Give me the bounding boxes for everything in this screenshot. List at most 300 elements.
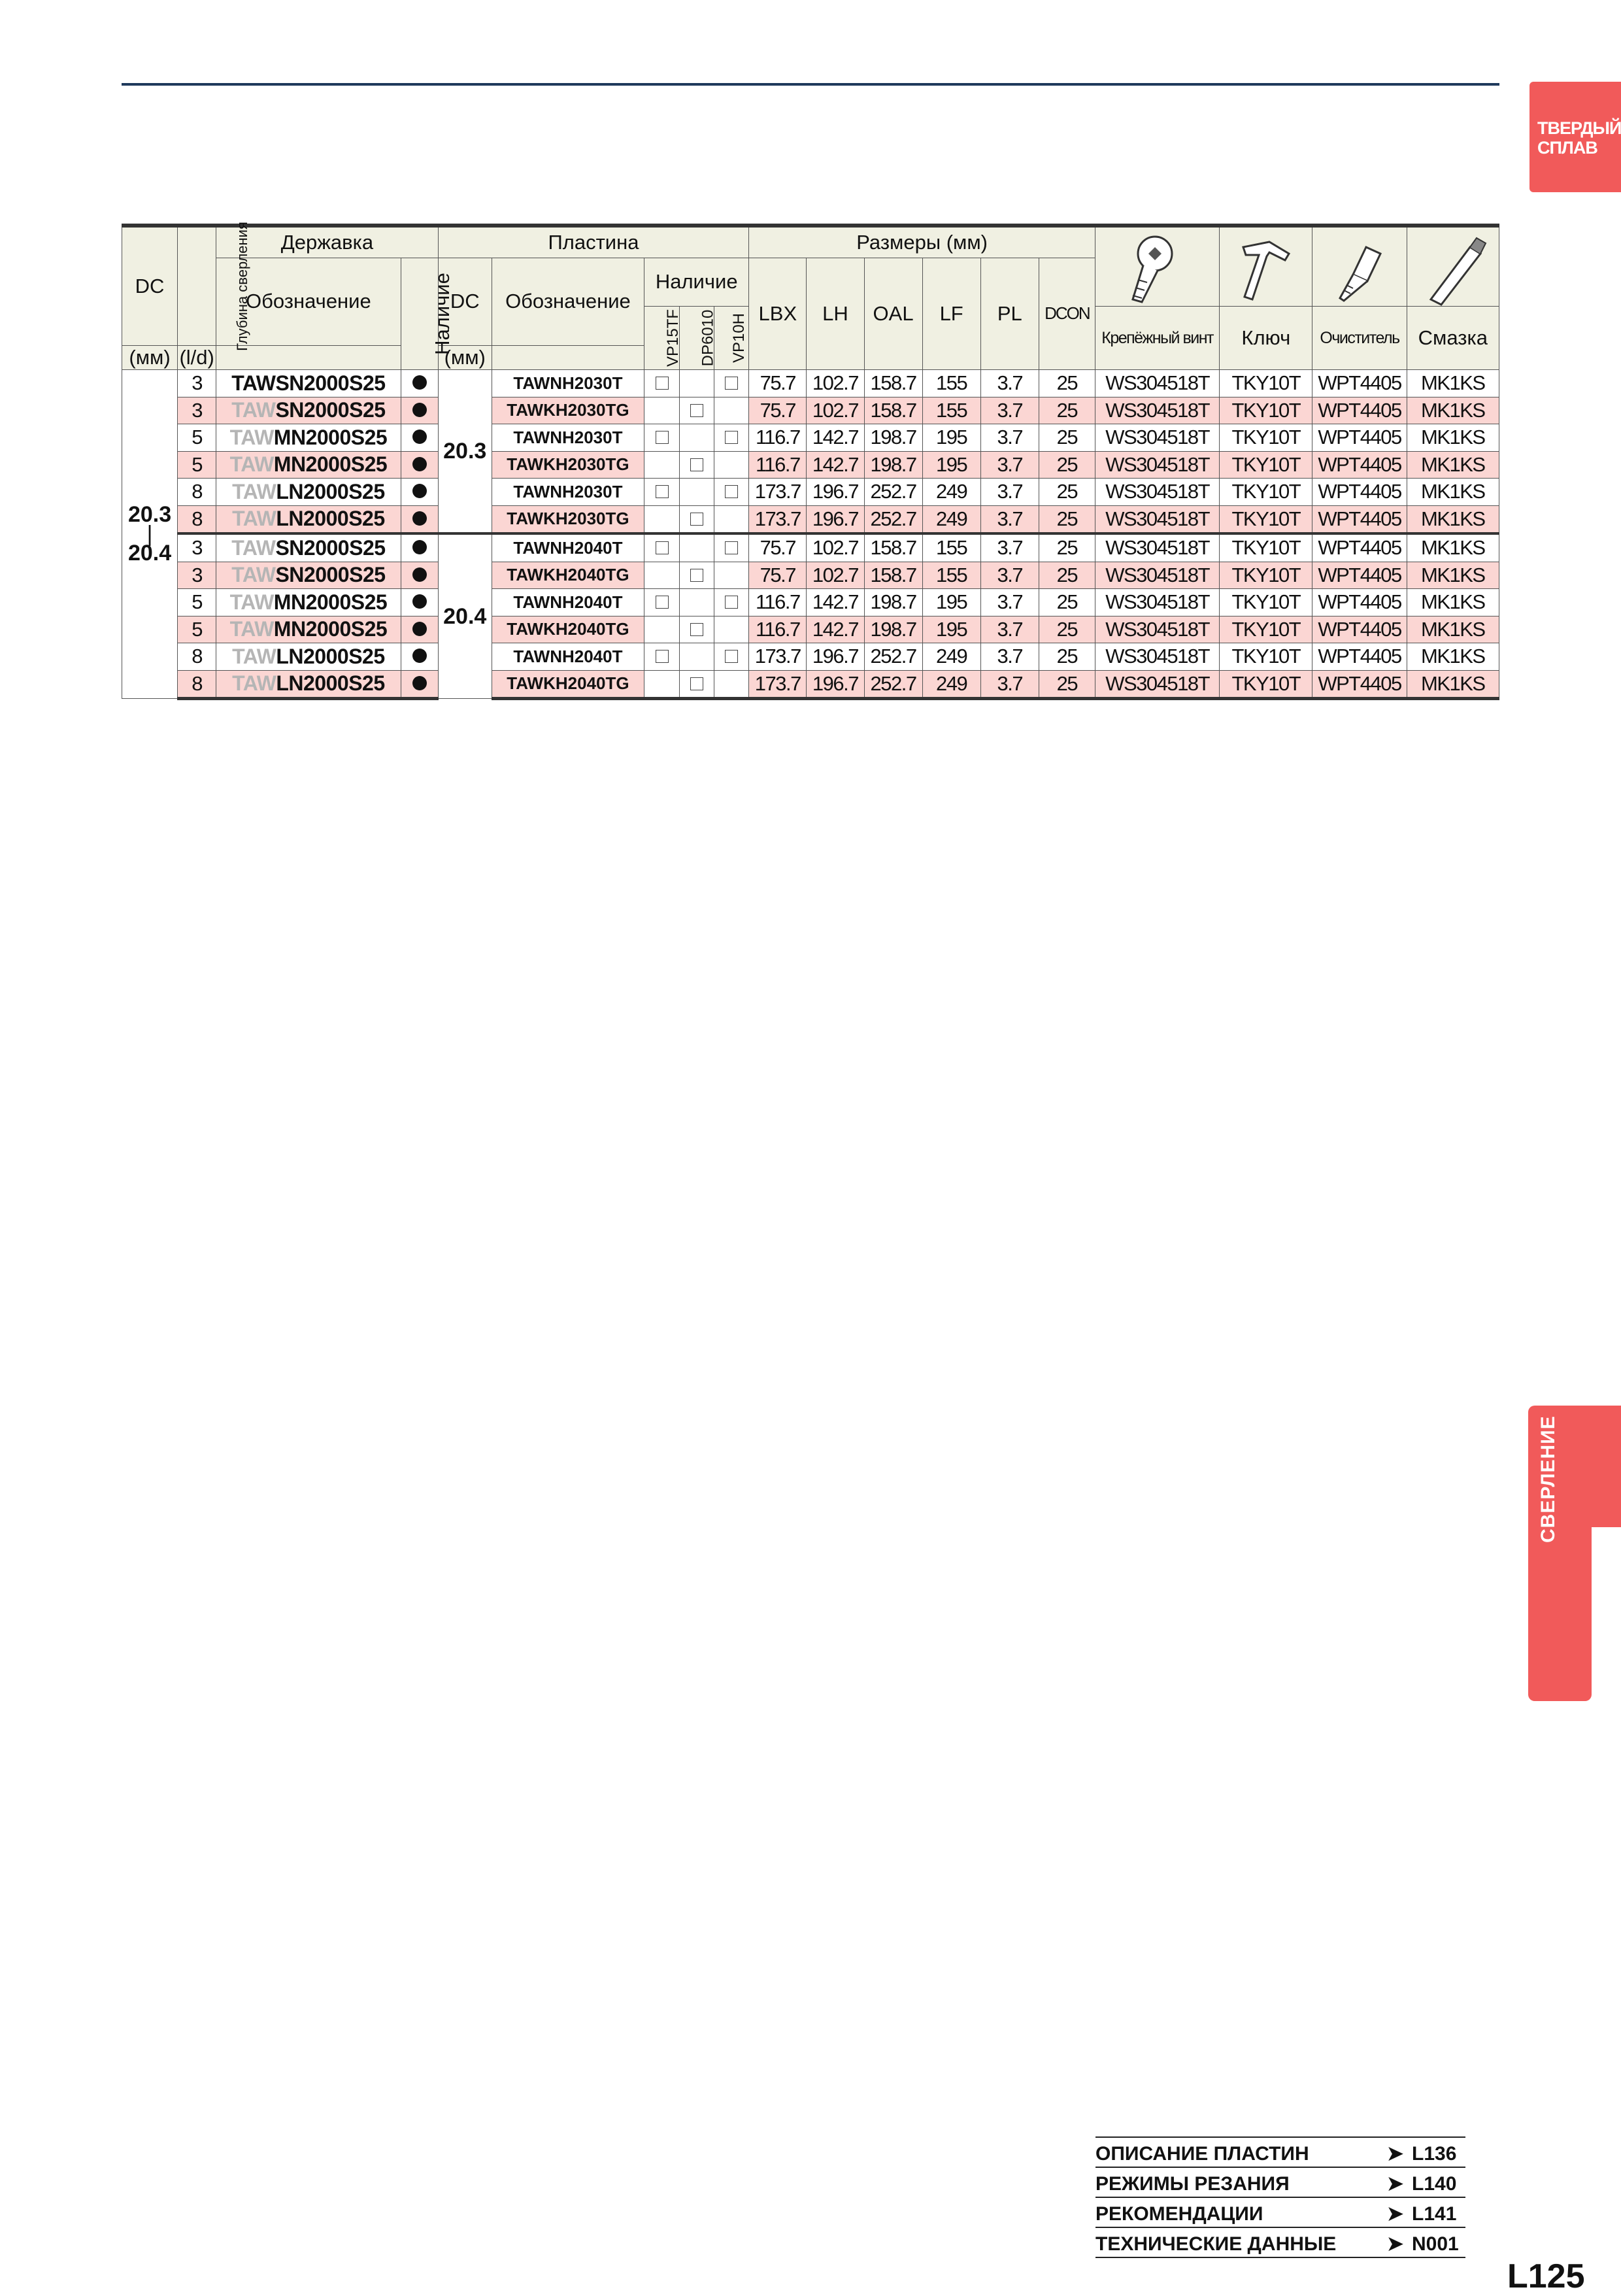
lubricant-icon <box>1407 226 1499 307</box>
dc-unit-header: (мм) <box>122 346 178 370</box>
key-part[interactable]: TKY10T <box>1220 533 1312 562</box>
grade-stock-vp10h <box>714 589 749 616</box>
holder-stock <box>401 424 438 452</box>
grade-stock-vp15tf <box>644 370 680 397</box>
holder-code[interactable]: TAWMN2000S25 <box>216 451 401 479</box>
screw-part[interactable]: WS304518T <box>1095 533 1220 562</box>
stock-square <box>725 650 738 663</box>
holder-stock <box>401 451 438 479</box>
reference-link[interactable] <box>1095 2228 1465 2258</box>
cleaner-part[interactable]: WPT4405 <box>1312 533 1407 562</box>
holder-stock <box>401 562 438 589</box>
arrow-icon: ➤ <box>1387 2233 1404 2255</box>
stock-square <box>656 431 669 444</box>
insert-dc-header: DC <box>438 258 492 346</box>
cleaner-header: Очиститель <box>1312 307 1407 370</box>
grade-stock-vp10h <box>714 505 749 533</box>
dim-lbx: 116.7 <box>749 451 807 479</box>
screw-part[interactable]: WS304518T <box>1095 424 1220 452</box>
lubricant-part[interactable]: MK1KS <box>1407 451 1499 479</box>
holder-code[interactable]: TAWSN2000S25 <box>216 370 401 397</box>
grade-stock-vp15tf <box>644 589 680 616</box>
category-tab-label-1: ТВЕРДЫЙ <box>1537 118 1621 138</box>
grade-stock-vp15tf <box>644 533 680 562</box>
insert-code[interactable]: TAWKH2030TG <box>492 397 644 424</box>
in-stock-dot <box>412 430 427 444</box>
dim-dcon: 25 <box>1039 562 1095 589</box>
grade-stock-vp10h <box>714 616 749 643</box>
holder-code[interactable]: TAWSN2000S25 <box>216 562 401 589</box>
dc-header: DC <box>122 226 178 346</box>
depth-ld: 5 <box>178 589 216 616</box>
dim-lf: 195 <box>922 589 980 616</box>
holder-stock-header: Наличие <box>401 258 438 370</box>
screw-part[interactable]: WS304518T <box>1095 589 1220 616</box>
reference-link[interactable] <box>1095 2168 1465 2198</box>
holder-code[interactable]: TAWSN2000S25 <box>216 397 401 424</box>
dim-pl: 3.7 <box>980 589 1039 616</box>
stock-square <box>690 623 703 636</box>
arrow-icon: ➤ <box>1387 2143 1404 2165</box>
cleaner-part[interactable]: WPT4405 <box>1312 451 1407 479</box>
dim-dcon: 25 <box>1039 397 1095 424</box>
cleaner-part[interactable]: WPT4405 <box>1312 643 1407 671</box>
insert-code[interactable]: TAWNH2040T <box>492 643 644 671</box>
depth-ld: 8 <box>178 643 216 671</box>
stock-square <box>725 541 738 554</box>
stock-square <box>725 431 738 444</box>
dim-dcon: 25 <box>1039 451 1095 479</box>
dim-lbx: 75.7 <box>749 562 807 589</box>
stock-square <box>656 377 669 390</box>
key-header: Ключ <box>1220 307 1312 370</box>
insert-code[interactable]: TAWKH2040TG <box>492 616 644 643</box>
cleaner-part[interactable]: WPT4405 <box>1312 589 1407 616</box>
cleaner-part[interactable]: WPT4405 <box>1312 424 1407 452</box>
depth-ld: 3 <box>178 562 216 589</box>
lubricant-part[interactable]: MK1KS <box>1407 479 1499 506</box>
dim-dcon: 25 <box>1039 589 1095 616</box>
grade-stock-dp6010 <box>680 670 714 699</box>
dim-lbx: 173.7 <box>749 670 807 699</box>
depth-ld: 3 <box>178 533 216 562</box>
stock-square <box>725 377 738 390</box>
holder-stock <box>401 589 438 616</box>
holder-stock <box>401 670 438 699</box>
reference-label: РЕЖИМЫ РЕЗАНИЯ <box>1095 2173 1290 2195</box>
reference-label: РЕКОМЕНДАЦИИ <box>1095 2203 1263 2225</box>
lf-header: LF <box>922 258 980 370</box>
depth-ld: 3 <box>178 370 216 397</box>
holder-stock <box>401 616 438 643</box>
grade-stock-dp6010 <box>680 370 714 397</box>
key-part[interactable]: TKY10T <box>1220 451 1312 479</box>
dim-dcon: 25 <box>1039 370 1095 397</box>
dim-lbx: 116.7 <box>749 589 807 616</box>
lubricant-part[interactable]: MK1KS <box>1407 562 1499 589</box>
section-tab-drilling[interactable] <box>1528 1406 1592 1701</box>
dim-dcon: 25 <box>1039 533 1095 562</box>
in-stock-dot <box>412 649 427 663</box>
reference-page: L141 <box>1412 2203 1457 2225</box>
cleaner-part[interactable]: WPT4405 <box>1312 616 1407 643</box>
dim-oal: 198.7 <box>864 589 922 616</box>
table-row <box>122 670 1499 699</box>
holder-stock <box>401 643 438 671</box>
dim-lbx: 116.7 <box>749 424 807 452</box>
insert-code[interactable]: TAWKH2030TG <box>492 451 644 479</box>
dim-lf: 195 <box>922 616 980 643</box>
grade-stock-vp10h <box>714 533 749 562</box>
dim-lf: 249 <box>922 643 980 671</box>
insert-code-empty <box>492 346 644 370</box>
lubricant-part[interactable]: MK1KS <box>1407 616 1499 643</box>
grade-stock-dp6010 <box>680 451 714 479</box>
holder-code[interactable]: TAWLN2000S25 <box>216 670 401 699</box>
dim-lf: 155 <box>922 397 980 424</box>
stock-square <box>690 513 703 526</box>
insert-group-header: Пластина <box>438 226 749 258</box>
category-tab-label-2: СПЛАВ <box>1537 138 1597 158</box>
depth-ld: 5 <box>178 451 216 479</box>
grade-stock-vp10h <box>714 451 749 479</box>
key-part[interactable]: TKY10T <box>1220 370 1312 397</box>
holder-stock <box>401 370 438 397</box>
table-row <box>122 505 1499 533</box>
dim-dcon: 25 <box>1039 479 1095 506</box>
grade-stock-vp15tf <box>644 479 680 506</box>
dc-range-cell <box>122 370 178 699</box>
holder-stock <box>401 505 438 533</box>
screw-part[interactable]: WS304518T <box>1095 505 1220 533</box>
product-rows <box>122 370 1499 699</box>
grade-stock-vp10h <box>714 670 749 699</box>
page-number: L125 <box>1507 2257 1585 2295</box>
lubricant-part[interactable]: MK1KS <box>1407 670 1499 699</box>
insert-dc: 20.4 <box>438 533 492 699</box>
insert-code[interactable]: TAWNH2030T <box>492 370 644 397</box>
dcon-header: DCON <box>1039 258 1095 370</box>
dim-pl: 3.7 <box>980 424 1039 452</box>
holder-code-header: Обозначение <box>216 258 401 346</box>
key-part[interactable]: TKY10T <box>1220 670 1312 699</box>
key-part[interactable]: TKY10T <box>1220 616 1312 643</box>
depth-ld: 5 <box>178 616 216 643</box>
insert-dc-unit-header: (мм) <box>438 346 492 370</box>
dims-group-header: Размеры (мм) <box>749 226 1095 258</box>
holder-group-header: Державка <box>216 226 438 258</box>
dim-lf: 249 <box>922 479 980 506</box>
dim-lbx: 75.7 <box>749 397 807 424</box>
cleaner-icon <box>1312 226 1407 307</box>
in-stock-dot <box>412 403 427 417</box>
reference-label: ОПИСАНИЕ ПЛАСТИН <box>1095 2143 1309 2165</box>
cleaner-part[interactable]: WPT4405 <box>1312 479 1407 506</box>
dim-lh: 102.7 <box>807 370 864 397</box>
stock-square <box>690 677 703 690</box>
holder-code[interactable]: TAWLN2000S25 <box>216 505 401 533</box>
dim-oal: 158.7 <box>864 397 922 424</box>
dim-lbx: 173.7 <box>749 505 807 533</box>
grade-stock-dp6010 <box>680 589 714 616</box>
lubricant-part[interactable]: MK1KS <box>1407 370 1499 397</box>
section-tab-label: СВЕРЛЕНИЕ <box>1537 1415 1559 1543</box>
reference-page: L136 <box>1412 2143 1457 2165</box>
grade-stock-vp10h <box>714 397 749 424</box>
grade-stock-dp6010 <box>680 397 714 424</box>
grade-stock-dp6010 <box>680 562 714 589</box>
grade-stock-vp15tf <box>644 397 680 424</box>
grade-stock-vp10h <box>714 424 749 452</box>
dim-oal: 252.7 <box>864 505 922 533</box>
reference-link[interactable] <box>1095 2136 1465 2168</box>
screw-part[interactable]: WS304518T <box>1095 397 1220 424</box>
in-stock-dot <box>412 594 427 609</box>
reference-page: L140 <box>1412 2173 1457 2195</box>
grade-stock-vp15tf <box>644 616 680 643</box>
dim-dcon: 25 <box>1039 670 1095 699</box>
insert-code[interactable]: TAWNH2040T <box>492 589 644 616</box>
table-row <box>122 562 1499 589</box>
dim-lh: 196.7 <box>807 643 864 671</box>
in-stock-dot <box>412 457 427 471</box>
arrow-icon: ➤ <box>1387 2203 1404 2225</box>
screw-icon <box>1095 226 1220 307</box>
cleaner-part[interactable]: WPT4405 <box>1312 505 1407 533</box>
insert-stock-header: Наличие <box>644 258 749 307</box>
grade-stock-dp6010 <box>680 505 714 533</box>
lubricant-part[interactable]: MK1KS <box>1407 643 1499 671</box>
in-stock-dot <box>412 375 427 390</box>
grade-stock-vp10h <box>714 479 749 506</box>
table-row <box>122 589 1499 616</box>
stock-square <box>656 485 669 498</box>
dim-lh: 196.7 <box>807 670 864 699</box>
insert-code[interactable]: TAWNH2030T <box>492 479 644 506</box>
key-part[interactable]: TKY10T <box>1220 479 1312 506</box>
dc-from: 20.3 <box>127 502 172 527</box>
depth-ld: 8 <box>178 505 216 533</box>
dim-lh: 196.7 <box>807 505 864 533</box>
screw-part[interactable]: WS304518T <box>1095 562 1220 589</box>
dim-oal: 198.7 <box>864 451 922 479</box>
dim-lf: 249 <box>922 505 980 533</box>
reference-link[interactable] <box>1095 2198 1465 2228</box>
in-stock-dot <box>412 484 427 498</box>
stock-square <box>725 485 738 498</box>
key-part[interactable]: TKY10T <box>1220 397 1312 424</box>
dim-lh: 102.7 <box>807 533 864 562</box>
lubricant-header: Смазка <box>1407 307 1499 370</box>
dim-oal: 158.7 <box>864 562 922 589</box>
table-row <box>122 451 1499 479</box>
dim-pl: 3.7 <box>980 562 1039 589</box>
dim-oal: 158.7 <box>864 533 922 562</box>
stock-square <box>656 541 669 554</box>
screw-part[interactable]: WS304518T <box>1095 370 1220 397</box>
insert-code-header: Обозначение <box>492 258 644 346</box>
oal-header: OAL <box>864 258 922 370</box>
grade-vp15tf-header: VP15TF <box>644 307 680 370</box>
reference-label: ТЕХНИЧЕСКИЕ ДАННЫЕ <box>1095 2233 1337 2255</box>
insert-code[interactable]: TAWKH2030TG <box>492 505 644 533</box>
stock-square <box>690 458 703 471</box>
holder-code[interactable]: TAWMN2000S25 <box>216 589 401 616</box>
lubricant-part[interactable]: MK1KS <box>1407 505 1499 533</box>
stock-square <box>690 404 703 417</box>
table-row <box>122 616 1499 643</box>
product-table <box>122 224 1499 700</box>
grade-dp6010-header: DP6010 <box>680 307 714 370</box>
screw-part[interactable]: WS304518T <box>1095 479 1220 506</box>
depth-header: Глубина сверления <box>178 226 216 346</box>
dim-lh: 102.7 <box>807 397 864 424</box>
holder-code[interactable]: TAWSN2000S25 <box>216 533 401 562</box>
dim-lbx: 75.7 <box>749 370 807 397</box>
depth-ld: 5 <box>178 424 216 452</box>
table-row <box>122 397 1499 424</box>
pl-header: PL <box>980 258 1039 370</box>
dim-lf: 195 <box>922 451 980 479</box>
in-stock-dot <box>412 622 427 636</box>
dim-lf: 155 <box>922 533 980 562</box>
dim-oal: 198.7 <box>864 424 922 452</box>
cleaner-part[interactable]: WPT4405 <box>1312 562 1407 589</box>
dim-dcon: 25 <box>1039 616 1095 643</box>
holder-code[interactable]: TAWMN2000S25 <box>216 616 401 643</box>
dim-lh: 142.7 <box>807 424 864 452</box>
key-part[interactable]: TKY10T <box>1220 643 1312 671</box>
dim-lbx: 116.7 <box>749 616 807 643</box>
grade-stock-vp10h <box>714 562 749 589</box>
dim-pl: 3.7 <box>980 451 1039 479</box>
grade-stock-dp6010 <box>680 424 714 452</box>
grade-stock-dp6010 <box>680 616 714 643</box>
category-tab-carbide[interactable] <box>1529 82 1621 192</box>
dim-pl: 3.7 <box>980 616 1039 643</box>
grade-stock-dp6010 <box>680 533 714 562</box>
dim-pl: 3.7 <box>980 505 1039 533</box>
table-row <box>122 533 1499 562</box>
table-row <box>122 479 1499 506</box>
dim-oal: 198.7 <box>864 616 922 643</box>
dim-pl: 3.7 <box>980 533 1039 562</box>
grade-stock-dp6010 <box>680 479 714 506</box>
cleaner-part[interactable]: WPT4405 <box>1312 370 1407 397</box>
lbx-header: LBX <box>749 258 807 370</box>
insert-code[interactable]: TAWNH2040T <box>492 533 644 562</box>
dim-pl: 3.7 <box>980 670 1039 699</box>
holder-stock <box>401 397 438 424</box>
table-row <box>122 370 1499 397</box>
dim-oal: 252.7 <box>864 643 922 671</box>
grade-stock-vp15tf <box>644 424 680 452</box>
grade-stock-vp15tf <box>644 670 680 699</box>
reference-page: N001 <box>1412 2233 1459 2255</box>
dim-pl: 3.7 <box>980 370 1039 397</box>
dim-dcon: 25 <box>1039 424 1095 452</box>
dim-oal: 158.7 <box>864 370 922 397</box>
insert-dc: 20.3 <box>438 370 492 534</box>
grade-stock-vp10h <box>714 370 749 397</box>
screw-part[interactable]: WS304518T <box>1095 451 1220 479</box>
holder-stock <box>401 479 438 506</box>
lubricant-part[interactable]: MK1KS <box>1407 424 1499 452</box>
dim-lbx: 173.7 <box>749 643 807 671</box>
insert-code[interactable]: TAWKH2040TG <box>492 562 644 589</box>
key-part[interactable]: TKY10T <box>1220 562 1312 589</box>
in-stock-dot <box>412 676 427 690</box>
lh-header: LH <box>807 258 864 370</box>
dim-lbx: 75.7 <box>749 533 807 562</box>
dim-pl: 3.7 <box>980 643 1039 671</box>
dim-dcon: 25 <box>1039 505 1095 533</box>
depth-ld: 3 <box>178 397 216 424</box>
lubricant-part[interactable]: MK1KS <box>1407 397 1499 424</box>
dim-lh: 102.7 <box>807 562 864 589</box>
arrow-icon: ➤ <box>1387 2173 1404 2195</box>
key-part[interactable]: TKY10T <box>1220 505 1312 533</box>
holder-code[interactable]: TAWLN2000S25 <box>216 479 401 506</box>
key-part[interactable]: TKY10T <box>1220 589 1312 616</box>
grade-stock-dp6010 <box>680 643 714 671</box>
in-stock-dot <box>412 540 427 554</box>
insert-code[interactable]: TAWKH2040TG <box>492 670 644 699</box>
dim-pl: 3.7 <box>980 397 1039 424</box>
insert-code[interactable]: TAWNH2030T <box>492 424 644 452</box>
dim-lf: 155 <box>922 370 980 397</box>
lubricant-part[interactable]: MK1KS <box>1407 533 1499 562</box>
dim-pl: 3.7 <box>980 479 1039 506</box>
key-icon <box>1220 226 1312 307</box>
grade-stock-vp15tf <box>644 643 680 671</box>
in-stock-dot <box>412 567 427 582</box>
dim-lh: 196.7 <box>807 479 864 506</box>
stock-square <box>725 596 738 609</box>
dim-lf: 195 <box>922 424 980 452</box>
key-part[interactable]: TKY10T <box>1220 424 1312 452</box>
dim-oal: 252.7 <box>864 670 922 699</box>
dim-lbx: 173.7 <box>749 479 807 506</box>
dim-lh: 142.7 <box>807 589 864 616</box>
holder-stock <box>401 533 438 562</box>
in-stock-dot <box>412 511 427 526</box>
table-row <box>122 424 1499 452</box>
cleaner-part[interactable]: WPT4405 <box>1312 397 1407 424</box>
reference-links <box>1095 2136 1465 2258</box>
dim-lf: 249 <box>922 670 980 699</box>
dim-oal: 252.7 <box>864 479 922 506</box>
dc-sep: | <box>146 522 153 547</box>
screw-header: Крепёжный винт <box>1095 307 1220 370</box>
holder-code[interactable]: TAWMN2000S25 <box>216 424 401 452</box>
grade-stock-vp10h <box>714 643 749 671</box>
screw-part[interactable]: WS304518T <box>1095 643 1220 671</box>
screw-part[interactable]: WS304518T <box>1095 616 1220 643</box>
stock-square <box>656 650 669 663</box>
lubricant-part[interactable]: MK1KS <box>1407 589 1499 616</box>
depth-ld: 8 <box>178 479 216 506</box>
dim-lf: 155 <box>922 562 980 589</box>
dim-dcon: 25 <box>1039 643 1095 671</box>
holder-code[interactable]: TAWLN2000S25 <box>216 643 401 671</box>
stock-square <box>690 569 703 582</box>
screw-part[interactable]: WS304518T <box>1095 670 1220 699</box>
grade-stock-vp15tf <box>644 562 680 589</box>
depth-unit-header: (l/d) <box>178 346 216 370</box>
dim-lh: 142.7 <box>807 616 864 643</box>
cleaner-part[interactable]: WPT4405 <box>1312 670 1407 699</box>
